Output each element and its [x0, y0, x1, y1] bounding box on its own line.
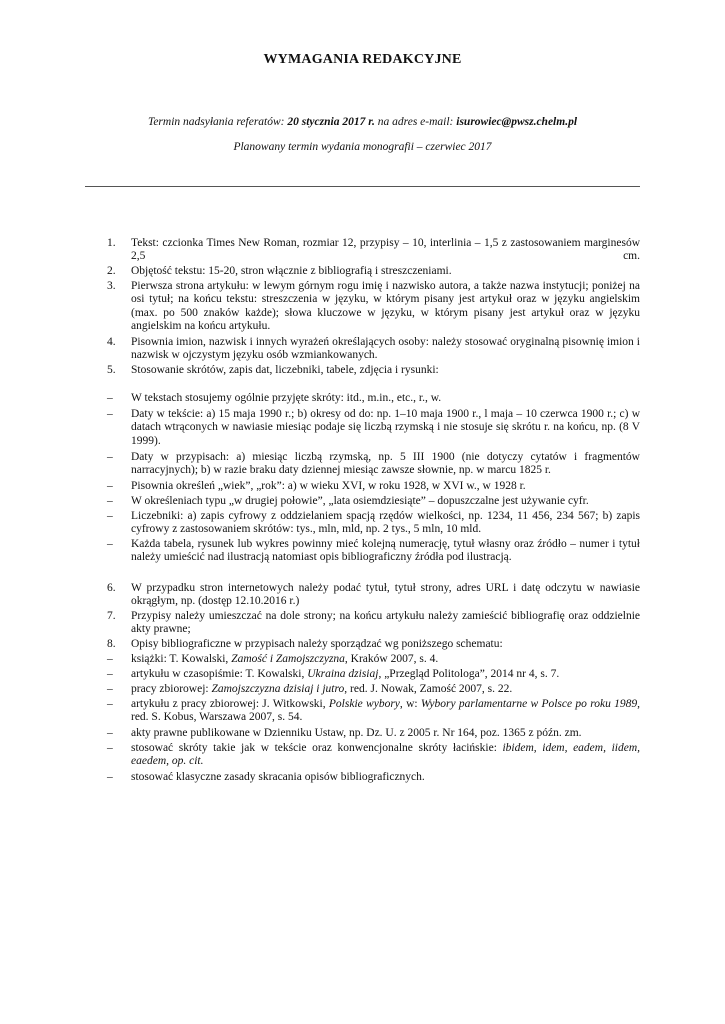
- item-text: stosować klasyczne zasady skracania opisów bibliograficznych.: [131, 771, 425, 783]
- item-text: W przypadku stron internetowych należy podać tytuł, tytuł strony, adres URL i datę odczytu w nawiasie okrągłym, np. (dostęp 12.10.2016 r.): [131, 582, 640, 608]
- dash-marker: –: [107, 698, 113, 710]
- item-text: Pisownia określeń „wiek”, „rok”: a) w wieku XVI, w roku 1928, w XVI w., w 1928 r.: [131, 480, 526, 492]
- deadline-middle: na adres e-mail:: [374, 116, 457, 128]
- item-text: Pisownia imion, nazwisk i innych wyrażeń określających osoby: należy stosować oryginalną pisownię imion i nazwisk w ojczystym języku osób wzmiankowanych.: [131, 336, 640, 362]
- item-text: książki: T. Kowalski, Zamość i Zamojszczyzna, Kraków 2007, s. 4.: [131, 653, 439, 665]
- dash-marker: –: [107, 495, 113, 507]
- item-text: Pierwsza strona artykułu: w lewym górnym rogu imię i nazwisko autora, a także nazwa instytucji; poniżej na osi tytuł; na końcu tekstu: streszczenia w języku, w którym pisany jest artykuł oraz w języku angielskim (max. po 500 znaków każde); słowa kluczowe w języku, w którym pisany jest artykuł oraz w języku angielskim na końcu artykułu.: [131, 280, 640, 332]
- dash-item-digits: [107, 495, 640, 508]
- item-number: 5.: [107, 364, 116, 376]
- bib-item-shortening: [107, 771, 640, 784]
- dash-item-dates-footnotes: [107, 451, 640, 478]
- item-number: 2.: [107, 265, 116, 277]
- dash-marker: –: [107, 408, 113, 420]
- requirement-item-6: [107, 582, 640, 609]
- dash-marker: –: [107, 683, 113, 695]
- item-number: 7.: [107, 610, 116, 622]
- requirement-item-5: [107, 364, 640, 377]
- item-text: W tekstach stosujemy ogólnie przyjęte skróty: itd., m.in., etc., r., w.: [131, 392, 442, 404]
- item-number: 4.: [107, 336, 116, 348]
- dash-item-dates-text: [107, 408, 640, 448]
- requirement-item-2: [107, 265, 640, 278]
- item-text: Daty w przypisach: a) miesiąc liczbą rzymską, np. 5 III 1900 (nie dotyczy cytatów i fragmentów narracyjnych); b) w razie braku daty dziennej miesiąc zawsze słownie, np. w marcu 1825 r.: [131, 451, 640, 477]
- dash-marker: –: [107, 771, 113, 783]
- dash-marker: –: [107, 653, 113, 665]
- requirement-item-8: [107, 638, 640, 651]
- item-number: 1.: [107, 237, 116, 249]
- dash-marker: –: [107, 742, 113, 754]
- item-number: 3.: [107, 280, 116, 292]
- item-text: Daty w tekście: a) 15 maja 1990 r.; b) okresy od do: np. 1–10 maja 1900 r., l maja – 10 czerwca 1900 r.; c) w datach wtrąconych w nawiasie miesiąc podaje się liczbą rzymską i nie stosuje się skrótu r. na końcu, np. (8 V 1999).: [131, 408, 640, 447]
- bib-item-latin-abbreviations: [107, 742, 640, 769]
- deadline-date: 20 stycznia 2017 r.: [287, 116, 375, 128]
- deadline-prefix: Termin nadsyłania referatów:: [147, 116, 288, 128]
- item-text: Każda tabela, rysunek lub wykres powinny mieć kolejną numerację, tytuł własny oraz źródło – numer i tytuł należy umieścić nad ilustracją natomiast opis bibliograficzny źródła pod ilustracją.: [131, 538, 640, 564]
- item-number: 6.: [107, 582, 116, 594]
- item-text: W określeniach typu „w drugiej połowie”, „lata osiemdziesiąte” – dopuszczalne jest używanie cyfr.: [131, 495, 589, 507]
- dash-item-tables: [107, 538, 640, 565]
- requirement-item-4: [107, 336, 640, 363]
- item-text: artykułu w czasopiśmie: T. Kowalski, Ukraina dzisiaj, „Przegląd Politologa”, 2014 nr 4, s. 7.: [131, 668, 560, 680]
- item-text: pracy zbiorowej: Zamojszczyzna dzisiaj i jutro, red. J. Nowak, Zamość 2007, s. 22.: [131, 683, 513, 695]
- requirement-item-1: [107, 237, 640, 264]
- bib-item-chapter: [107, 698, 640, 725]
- requirement-item-3: [107, 280, 640, 333]
- bib-item-legal-acts: [107, 727, 640, 740]
- requirement-item-7: [107, 610, 640, 637]
- dash-marker: –: [107, 510, 113, 522]
- bib-item-book: [107, 653, 640, 666]
- dash-item-numerals: [107, 510, 640, 537]
- dash-marker: –: [107, 480, 113, 492]
- item-text: Objętość tekstu: 15-20, stron włącznie z bibliografią i streszczeniami.: [131, 265, 452, 277]
- item-text: Opisy bibliograficzne w przypisach należy sporządzać wg poniższego schematu:: [131, 638, 503, 650]
- item-number: 8.: [107, 638, 116, 650]
- item-text: Liczebniki: a) zapis cyfrowy z oddzielaniem spacją rzędów wielkości, np. 1234, 11 456, 234 567; b) zapis cyfrowy z zastosowaniem skrótów: tys., mln, mld, np. 2 tys., 5 mln, 10 mld.: [131, 510, 640, 536]
- dash-marker: –: [107, 392, 113, 404]
- dash-item-century-year: [107, 480, 640, 493]
- item-text: artykułu z pracy zbiorowej: J. Witkowski, Polskie wybory, w: Wybory parlamentarne w Polsce po roku 1989, red. S. Kobus, Warszawa 2007, s. 54.: [131, 698, 641, 724]
- item-text: akty prawne publikowane w Dzienniku Ustaw, np. Dz. U. z 2005 r. Nr 164, poz. 1365 z późn. zm.: [131, 727, 582, 739]
- dash-item-abbreviations: [107, 392, 640, 405]
- document-title: WYMAGANIA REDAKCYJNE: [263, 52, 462, 67]
- item-text: Stosowanie skrótów, zapis dat, liczebniki, tabele, zdjęcia i rysunki:: [131, 364, 439, 376]
- item-text: Przypisy należy umieszczać na dole strony; na końcu artykułu należy zamieścić bibliografię oraz oddzielnie akty prawne;: [131, 610, 640, 636]
- bib-item-journal-article: [107, 668, 640, 681]
- dash-marker: –: [107, 451, 113, 463]
- dash-marker: –: [107, 668, 113, 680]
- item-text: Tekst: czcionka Times New Roman, rozmiar 12, przypisy – 10, interlinia – 1,5 z zastosowaniem marginesów 2,5 cm.: [131, 237, 640, 263]
- submission-deadline: [0, 116, 725, 128]
- bib-item-collective-work: [107, 683, 640, 696]
- item-text: stosować skróty takie jak w tekście oraz konwencjonalne skróty łacińskie: ibidem, idem, eadem, iidem, eaedem, op. cit.: [131, 742, 640, 768]
- horizontal-divider: [85, 186, 640, 187]
- planned-publication-date: Planowany termin wydania monografii – czerwiec 2017: [233, 141, 492, 153]
- dash-marker: –: [107, 538, 113, 550]
- contact-email: isurowiec@pwsz.chelm.pl: [456, 116, 578, 128]
- dash-marker: –: [107, 727, 113, 739]
